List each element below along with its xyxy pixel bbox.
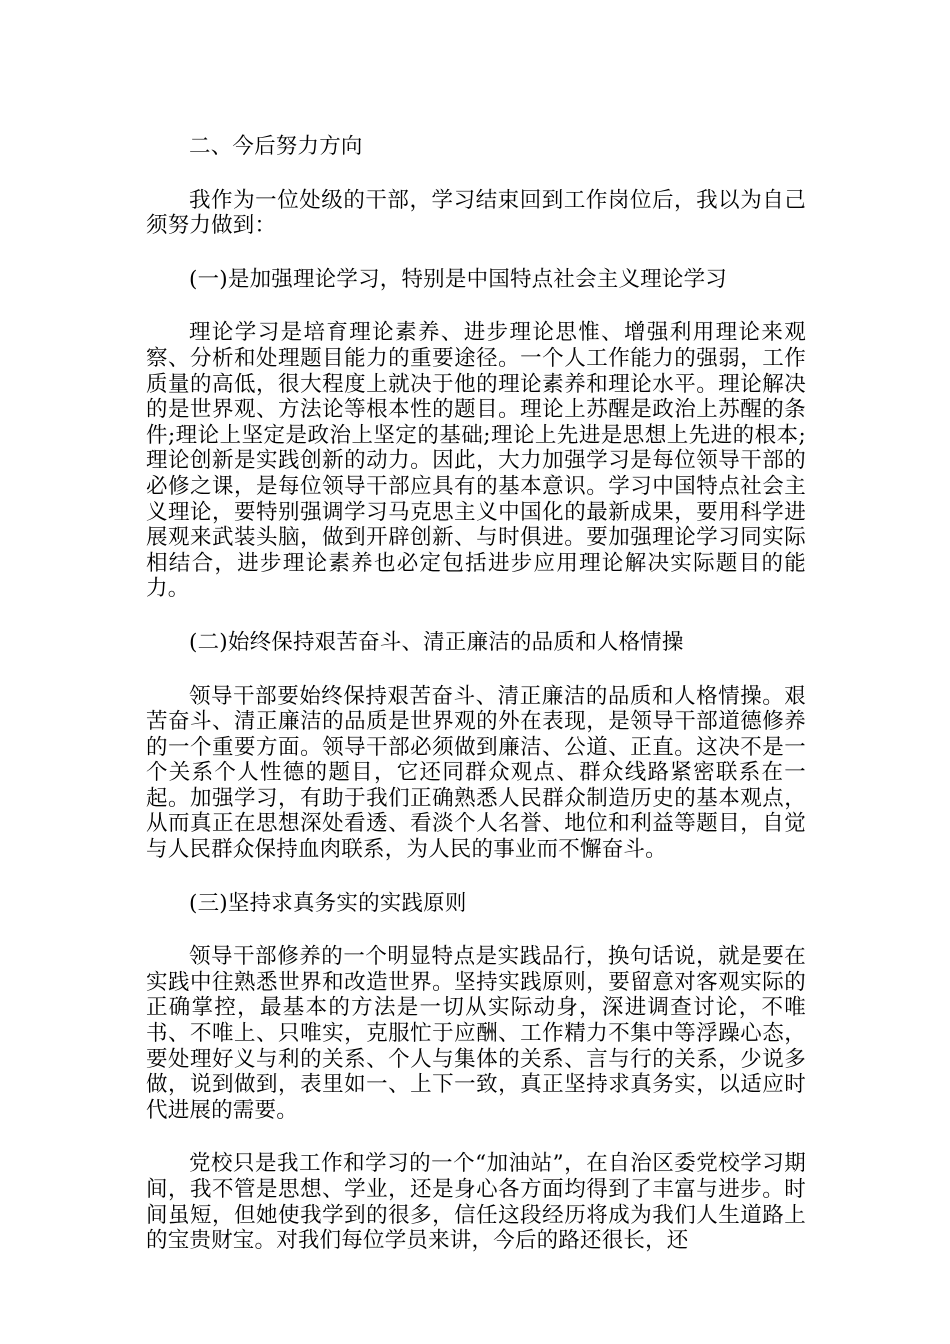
- subsection-title-2: (二)始终保持艰苦奋斗、清正廉洁的品质和人格情操: [189, 629, 684, 655]
- document-body: [146, 134, 806, 1282]
- intro-paragraph: 我作为一位处级的干部，学习结束回到工作岗位后，我以为自己须努力做到：: [146, 187, 806, 239]
- closing-paragraph: 党校只是我工作和学习的一个“加油站”，在自治区委党校学习期间，我不管是思想、学业，还是身心各方面均得到了丰富与进步。时间虽短，但她使我学到的很多，信任这段经历将成为我们人生道路上的宝贵财宝。对我们每位学员来讲，今后的路还很长，还: [146, 1151, 806, 1254]
- subsection-body-2: 领导干部要始终保持艰苦奋斗、清正廉洁的品质和人格情操。艰苦奋斗、清正廉洁的品质是世界观的外在表现，是领导干部道德修养的一个重要方面。领导干部必须做到廉洁、公道、正直。这决不是一个关系个人性德的题目，它还同群众观点、群众线路紧密联系在一起。加强学习，有助于我们正确熟悉人民群众制造历史的基本观点，从而真正在思想深处看透、看淡个人名誉、地位和利益等题目，自觉与人民群众保持血肉联系，为人民的事业而不懈奋斗。: [146, 683, 806, 863]
- subsection-body-1: 理论学习是培育理论素养、进步理论思惟、增强利用理论来观察、分析和处理题目能力的重要途径。一个人工作能力的强弱，工作质量的高低，很大程度上就决于他的理论素养和理论水平。理论解决的是世界观、方法论等根本性的题目。理论上苏醒是政治上苏醒的条件;理论上坚定是政治上坚定的基础;理论上先进是思想上先进的根本;理论创新是实践创新的动力。因此，大力加强学习是每位领导干部的必修之课，是每位领导干部应具有的基本意识。学习中国特点社会主义理论，要特别强调学习马克思主义中国化的最新成果，要用科学进展观来武装头脑，做到开辟创新、与时俱进。要加强理论学习同实际相结合，进步理论素养也必定包括进步应用理论解决实际题目的能力。: [146, 320, 806, 602]
- subsection-title-1: (一)是加强理论学习，特别是中国特点社会主义理论学习: [189, 266, 727, 292]
- subsection-title-3: (三)坚持求真务实的实践原则: [189, 890, 467, 916]
- subsection-body-3: 领导干部修养的一个明显特点是实践品行，换句话说，就是要在实践中往熟悉世界和改造世界。坚持实践原则，要留意对客观实际的正确掌控，最基本的方法是一切从实际动身，深进调查讨论，不唯书、不唯上、只唯实，克服忙于应酬、工作精力不集中等浮躁心态，要处理好义与利的关系、个人与集体的关系、言与行的关系，少说多做，说到做到，表里如一、上下一致，真正坚持求真务实，以适应时代进展的需要。: [146, 944, 806, 1123]
- section-heading: 二、今后努力方向: [189, 134, 363, 159]
